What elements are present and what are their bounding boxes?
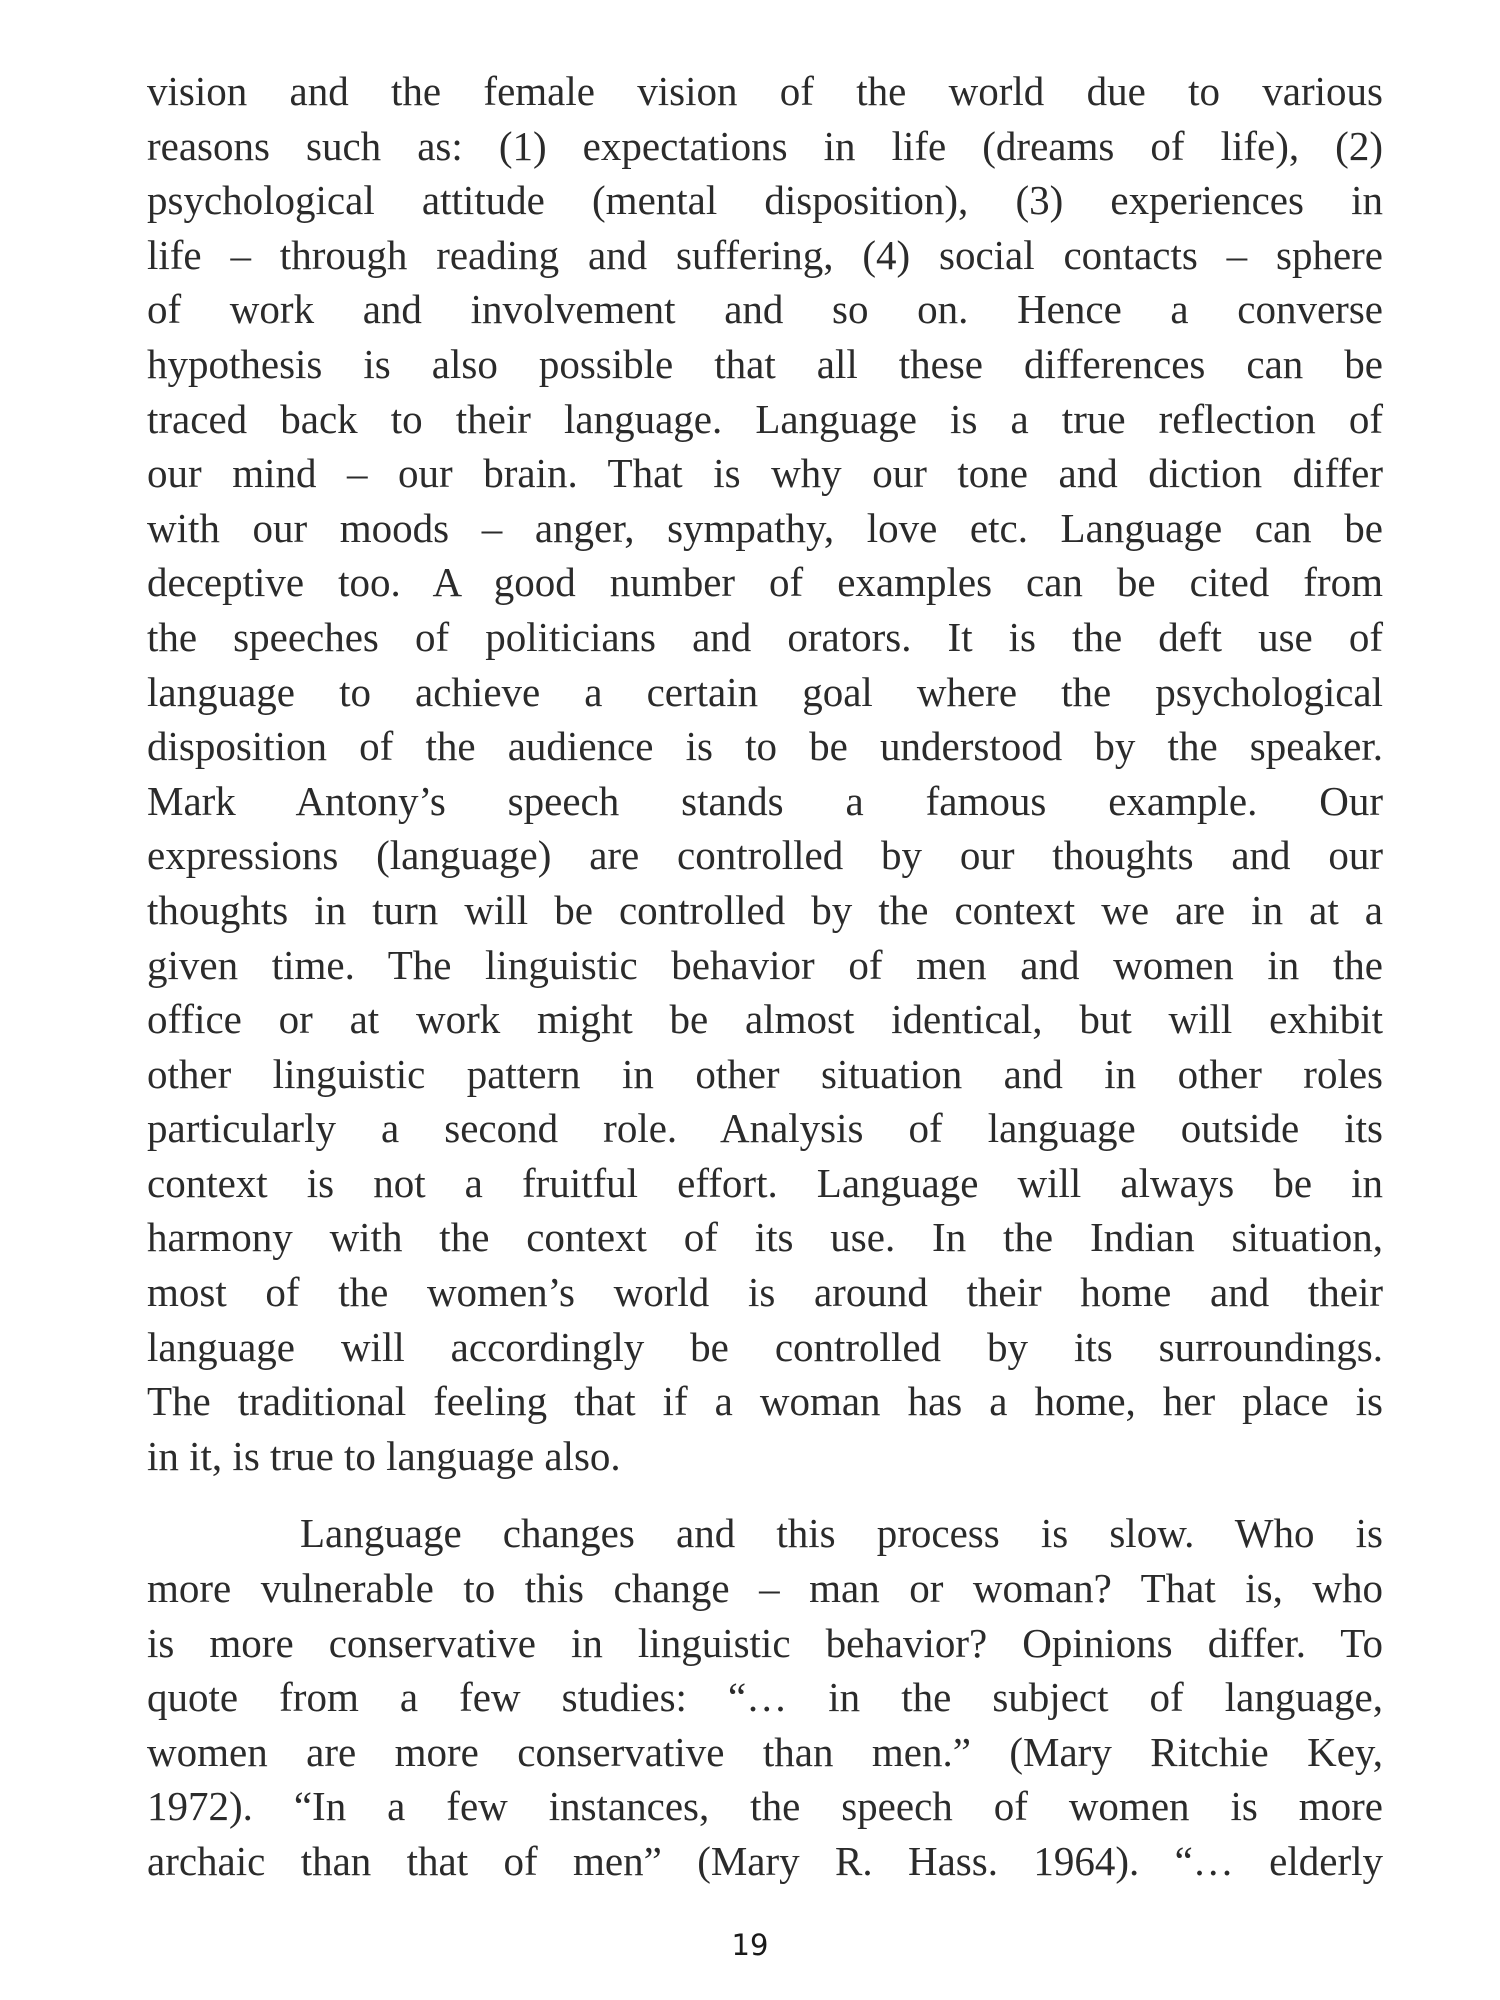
text-line: women are more conservative than men.” (Mary Ritchie Key, <box>147 1728 1383 1775</box>
text-line: life – through reading and suffering, (4) social contacts – sphere <box>147 231 1383 278</box>
text-line: archaic than that of men” (Mary R. Hass. 1964). “… elderly <box>147 1838 1383 1884</box>
text-line: deceptive too. A good number of examples can be cited from <box>147 559 1383 606</box>
text-line: traced back to their language. Language is a true reflection of <box>147 395 1383 442</box>
text-line: other linguistic pattern in other situation and in other roles <box>147 1050 1383 1097</box>
text-line: disposition of the audience is to be understood by the speaker. <box>147 723 1383 770</box>
text-line: The traditional feeling that if a woman has a home, her place is <box>147 1378 1383 1425</box>
body-text <box>147 64 1383 1889</box>
paragraph-1 <box>147 64 1383 1483</box>
text-line: hypothesis is also possible that all these differences can be <box>147 340 1383 387</box>
paragraph-gap <box>147 1483 1383 1506</box>
text-line: particularly a second role. Analysis of language outside its <box>147 1105 1383 1152</box>
text-line: language will accordingly be controlled by its surroundings. <box>147 1323 1383 1370</box>
text-line: our mind – our brain. That is why our tone and diction differ <box>147 450 1383 497</box>
text-line: vision and the female vision of the world due to various <box>147 68 1383 114</box>
text-line: Language changes and this process is slow. Who is <box>300 1510 1383 1557</box>
text-line: office or at work might be almost identical, but will exhibit <box>147 996 1383 1043</box>
text-line: harmony with the context of its use. In the Indian situation, <box>147 1214 1383 1261</box>
text-line: psychological attitude (mental disposition), (3) experiences in <box>147 177 1383 224</box>
text-line: is more conservative in linguistic behavior? Opinions differ. To <box>147 1619 1383 1666</box>
text-line: thoughts in turn will be controlled by the context we are in at a <box>147 886 1383 933</box>
text-line: with our moods – anger, sympathy, love etc. Language can be <box>147 504 1383 551</box>
text-line: expressions (language) are controlled by our thoughts and our <box>147 832 1383 879</box>
text-line: the speeches of politicians and orators. It is the deft use of <box>147 613 1383 660</box>
text-line: reasons such as: (1) expectations in life (dreams of life), (2) <box>147 122 1383 169</box>
text-line: more vulnerable to this change – man or woman? That is, who <box>147 1565 1383 1612</box>
paragraph-2 <box>147 1506 1383 1888</box>
text-line: language to achieve a certain goal where the psychological <box>147 668 1383 715</box>
page-number: 19 <box>731 1928 769 1962</box>
text-line: 1972). “In a few instances, the speech of women is more <box>147 1783 1383 1830</box>
text-line: quote from a few studies: “… in the subject of language, <box>147 1674 1383 1721</box>
text-line: in it, is true to language also. <box>147 1432 621 1479</box>
text-line: of work and involvement and so on. Hence a converse <box>147 286 1383 333</box>
text-line: Mark Antony’s speech stands a famous example. Our <box>147 777 1383 824</box>
text-line: context is not a fruitful effort. Language will always be in <box>147 1159 1383 1206</box>
text-line: most of the women’s world is around their home and their <box>147 1269 1383 1316</box>
text-line: given time. The linguistic behavior of men and women in the <box>147 941 1383 988</box>
